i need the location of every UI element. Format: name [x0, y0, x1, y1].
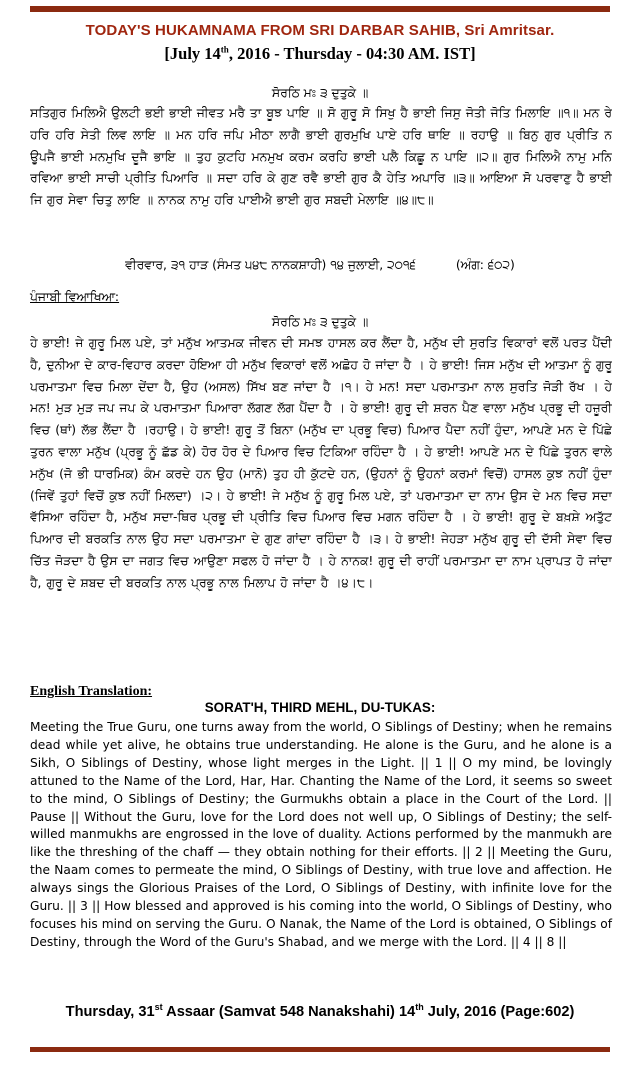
punjabi-date-line: [30, 255, 610, 275]
footer-part-3: July, 2016 (Page:602): [423, 1004, 575, 1020]
punjabi-explanation: ਹੇ ਭਾਈ! ਜੇ ਗੁਰੂ ਮਿਲ ਪਏ, ਤਾਂ ਮਨੁੱਖ ਆਤਮਕ ਜੀਵਨ ਦੀ ਸਮਝ ਹਾਸਲ ਕਰ ਲੈਂਦਾ ਹੈ, ਮਨੁੱਖ ਦੀ ਸੁਰਤਿ ਵਿਕਾਰਾਂ ਵਲੋਂ ਪਰਤ ਪੈਂਦੀ ਹੈ, ਦੁਨੀਆ ਦੇ ਕਾਰ-ਵਿਹਾਰ ਕਰਦਾ ਹੋਇਆ ਹੀ ਮਨੁੱਖ ਵਿਕਾਰਾਂ ਵਲੋਂ ਅਛੋਹ ਹੋ ਜਾਂਦਾ ਹੈ । ਹੇ ਭਾਈ! ਜਿਸ ਮਨੁੱਖ ਦੀ ਆਤਮਾ ਨੂੰ ਗੁਰੂ ਪਰਮਾਤਮਾ ਵਿਚ ਮਿਲਾ ਦੇਂਦਾ ਹੈ, ਉਹ (ਅਸਲ) ਸਿੱਖ ਬਣ ਜਾਂਦਾ ਹੈ ।੧। ਹੇ ਮਨ! ਸਦਾ ਪਰਮਾਤਮਾ ਨਾਲ ਸੁਰਤਿ ਜੋੜੀ ਰੱਖ । ਹੇ ਮਨ! ਮੁੜ ਮੁੜ ਜਪ ਜਪ ਕੇ ਪਰਮਾਤਮਾ ਪਿਆਰਾ ਲੱਗਣ ਲੱਗ ਪੈਂਦਾ ਹੈ । ਹੇ ਭਾਈ! ਗੁਰੂ ਦੀ ਸ਼ਰਨ ਪੈਣ ਵਾਲਾ ਮਨੁੱਖ ਪ੍ਰਭੂ ਦੀ ਹਜ਼ੂਰੀ ਵਿਚ (ਥਾਂ) ਲੱਭ ਲੈਂਦਾ ਹੈ ।ਰਹਾਉ। ਹੇ ਭਾਈ! ਗੁਰੂ ਤੋਂ ਬਿਨਾ (ਮਨੁੱਖ ਦਾ ਪ੍ਰਭੂ ਵਿਚ) ਪਿਆਰ ਪੈਦਾ ਨਹੀਂ ਹੁੰਦਾ, ਆਪਣੇ ਮਨ ਦੇ ਪਿੱਛੇ ਤੁਰਨ ਵਾਲਾ ਮਨੁੱਖ (ਪ੍ਰਭੂ ਨੂੰ ਛੱਡ ਕੇ) ਹੋਰ ਹੋਰ ਦੇ ਪਿਆਰ ਵਿਚ ਟਿਕਿਆ ਰਹਿੰਦਾ ਹੈ । ਹੇ ਭਾਈ! ਆਪਣੇ ਮਨ ਦੇ ਪਿੱਛੇ ਤੁਰਨ ਵਾਲੇ ਮਨੁੱਖ (ਜੋ ਭੀ ਧਾਰਮਿਕ) ਕੰਮ ਕਰਦੇ ਹਨ ਉਹ (ਮਾਨੋ) ਤੁਹ ਹੀ ਕੁੱਟਦੇ ਹਨ, (ਉਹਨਾਂ ਨੂੰ ਉਹਨਾਂ ਕਰਮਾਂ ਵਿਚੋਂ) ਹਾਸਲ ਕੁਝ ਨਹੀਂ ਹੁੰਦਾ (ਜਿਵੇਂ ਤੁਹਾਂ ਵਿਚੋਂ ਕੁਝ ਨਹੀਂ ਮਿਲਦਾ) ।੨। ਹੇ ਭਾਈ! ਜੇ ਮਨੁੱਖ ਨੂੰ ਗੁਰੂ ਮਿਲ ਪਏ, ਤਾਂ ਪਰਮਾਤਮਾ ਦਾ ਨਾਮ ਉਸ ਦੇ ਮਨ ਵਿਚ ਸਦਾ ਵੱਸਿਆ ਰਹਿੰਦਾ ਹੈ, ਮਨੁੱਖ ਸਦਾ-ਥਿਰ ਪ੍ਰਭੂ ਦੀ ਪ੍ਰੀਤਿ ਵਿਚ ਪਿਆਰ ਵਿਚ ਮਗਨ ਰਹਿੰਦਾ ਹੈ । ਹੇ ਭਾਈ! ਗੁਰੂ ਦੇ ਬਖ਼ਸ਼ੇ ਅਤੁੱਟ ਪਿਆਰ ਦੀ ਬਰਕਤਿ ਨਾਲ ਉਹ ਸਦਾ ਪਰਮਾਤਮਾ ਦੇ ਗੁਣ ਗਾਂਦਾ ਰਹਿੰਦਾ ਹੈ ।੩। ਹੇ ਭਾਈ! ਜੇਹੜਾ ਮਨੁੱਖ ਗੁਰੂ ਦੀ ਦੱਸੀ ਸੇਵਾ ਵਿਚ ਚਿੱਤ ਜੋੜਦਾ ਹੈ ਉਸ ਦਾ ਜਗਤ ਵਿਚ ਆਉਣਾ ਸਫਲ ਹੋ ਜਾਂਦਾ ਹੈ । ਹੇ ਨਾਨਕ! ਗੁਰੂ ਦੀ ਰਾਹੀਂ ਪਰਮਾਤਮਾ ਦਾ ਨਾਮ ਪ੍ਰਾਪਤ ਹੋ ਜਾਂਦਾ ਹੈ, ਗੁਰੂ ਦੇ ਸ਼ਬਦ ਦੀ ਬਰਕਤਿ ਨਾਲ ਪ੍ਰਭੂ ਨਾਲ ਮਿਲਾਪ ਹੋ ਜਾਂਦਾ ਹੈ ।੪।੮।: [30, 336, 612, 590]
ang-number: (ਅੰਗ: ੬੦੨): [455, 258, 515, 272]
date-line-start: [July 14: [164, 44, 221, 63]
footer-sup-2: th: [415, 1002, 424, 1013]
english-heading: SORAT'H, THIRD MEHL, DU-TUKAS:: [204, 700, 436, 715]
footer-part-1: Thursday, 31: [65, 1004, 155, 1020]
bottom-rule: [30, 1047, 610, 1052]
english-section-label: English Translation:: [30, 684, 153, 699]
english-translation: Meeting the True Guru, one turns away from the world, O Siblings of Destiny; when he remains dead while yet alive, he obtains true understanding. He alone is the Guru, and he alone is a Sikh, O Siblings of Destiny, whose light merges in the Light. || 1 || O my mind, be lovingly attuned to the Name of the Lord, Har, Har. Chanting the Name of the Lord, it seems so sweet to the mind, O Siblings of Destiny; the Gurmukhs obtain a place in the Court of the Lord. || Pause || Without the Guru, love for the Lord does not well up, O Siblings of Destiny; the self-willed manmukhs are engrossed in the love of duality. Actions performed by the manmukh are like the threshing of the chaff — they obtain nothing for their efforts. || 2 || Meeting the Guru, the Naam comes to permeate the mind, O Siblings of Destiny, with true love and affection. He always sings the Glorious Praises of the Lord, O Siblings of Destiny, with infinite love for the Guru. || 3 || How blessed and approved is his coming into the world, O Siblings of Destiny, who focuses his mind on serving the Guru. O Nanak, the Name of the Lord is obtained, O Siblings of Destiny, through the Word of the Guru's Shabad, and we merge with the Lord. || 4 || 8 ||: [30, 720, 612, 949]
top-rule: [30, 6, 610, 12]
footer-sup-1: st: [154, 1002, 163, 1013]
date-line: [0, 44, 640, 64]
footer-date: [0, 1004, 640, 1020]
hukamnama-heading: ਸੋਰਠਿ ਮਃ ੩ ਦੁਤੁਕੇ ॥: [271, 86, 369, 100]
date-line-sup: th: [220, 44, 229, 55]
footer-part-2: Assaar (Samvat 548 Nanakshahi) 14: [162, 1004, 416, 1020]
hukamnama-text: ਸਤਿਗੁਰ ਮਿਲਿਐ ਉਲਟੀ ਭਈ ਭਾਈ ਜੀਵਤ ਮਰੈ ਤਾ ਬੂਝ ਪਾਇ ॥ ਸੋ ਗੁਰੂ ਸੋ ਸਿਖੁ ਹੈ ਭਾਈ ਜਿਸੁ ਜੋਤੀ ਜੋਤਿ ਮਿਲਾਇ ॥੧॥ ਮਨ ਰੇ ਹਰਿ ਹਰਿ ਸੇਤੀ ਲਿਵ ਲਾਇ ॥ ਮਨ ਹਰਿ ਜਪਿ ਮੀਠਾ ਲਾਗੈ ਭਾਈ ਗੁਰਮੁਖਿ ਪਾਏ ਹਰਿ ਥਾਇ ॥ ਰਹਾਉ ॥ ਬਿਨੁ ਗੁਰ ਪ੍ਰੀਤਿ ਨ ਊਪਜੈ ਭਾਈ ਮਨਮੁਖਿ ਦੂਜੈ ਭਾਇ ॥ ਤੁਹ ਕੁਟਹਿ ਮਨਮੁਖ ਕਰਮ ਕਰਹਿ ਭਾਈ ਪਲੈ ਕਿਛੂ ਨ ਪਾਇ ॥੨॥ ਗੁਰ ਮਿਲਿਐ ਨਾਮੁ ਮਨਿ ਰਵਿਆ ਭਾਈ ਸਾਚੀ ਪ੍ਰੀਤਿ ਪਿਆਰਿ ॥ ਸਦਾ ਹਰਿ ਕੇ ਗੁਣ ਰਵੈ ਭਾਈ ਗੁਰ ਕੈ ਹੇਤਿ ਅਪਾਰਿ ॥੩॥ ਆਇਆ ਸੋ ਪਰਵਾਣੁ ਹੈ ਭਾਈ ਜਿ ਗੁਰ ਸੇਵਾ ਚਿਤੁ ਲਾਇ ॥ ਨਾਨਕ ਨਾਮੁ ਹਰਿ ਪਾਈਐ ਭਾਈ ਗੁਰ ਸਬਦੀ ਮੇਲਾਇ ॥੪॥੮॥: [30, 106, 612, 208]
punjabi-section-label: ਪੰਜਾਬੀ ਵਿਆਖਿਆ:: [30, 290, 120, 304]
page-title: TODAY'S HUKAMNAMA FROM SRI DARBAR SAHIB, Sri Amritsar.: [85, 22, 555, 39]
punjabi-date: ਵੀਰਵਾਰ, ੩੧ ਹਾੜ (ਸੰਮਤ ੫੪੮ ਨਾਨਕਸ਼ਾਹੀ) ੧੪ ਜੁਲਾਈ, ੨੦੧੬: [125, 258, 416, 272]
punjabi-heading: ਸੋਰਠਿ ਮਃ ੩ ਦੁਤੁਕੇ ॥: [271, 315, 369, 329]
date-line-end: , 2016 - Thursday - 04:30 AM. IST]: [228, 44, 476, 63]
